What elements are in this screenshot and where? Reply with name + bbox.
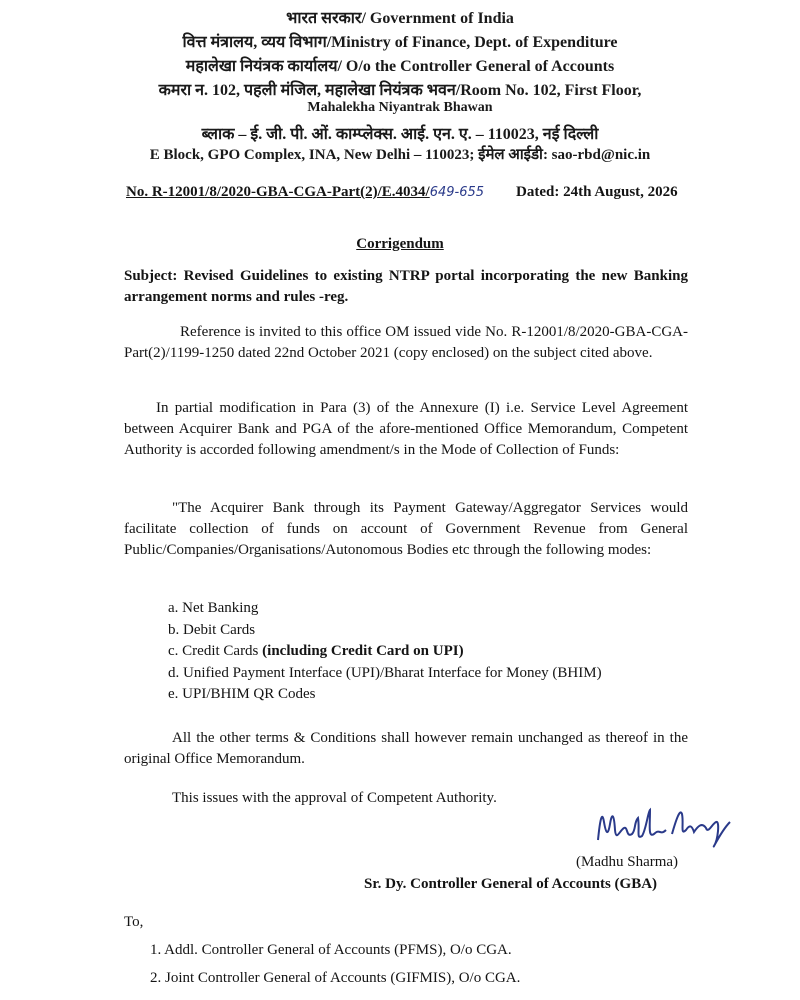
- list-item: b. Debit Cards: [168, 621, 256, 638]
- to-label: To,: [124, 914, 144, 930]
- reference-number: [126, 184, 484, 201]
- signature-image: [590, 800, 740, 856]
- paragraph-reference: Reference is invited to this office OM issued vide No. R-12001/8/2020-GBA-CGA-Part(2)/1199-1250 dated 22nd October 2021 (copy enclosed) on the subject cited above.: [124, 324, 688, 361]
- header-line-ministry: वित्त मंत्रालय, व्यय विभाग/Ministry of Finance, Dept. of Expenditure: [182, 34, 618, 51]
- list-item: 1. Addl. Controller General of Accounts (PFMS), O/o CGA.: [150, 942, 512, 958]
- paragraph-approval: This issues with the approval of Competent Authority.: [172, 790, 497, 806]
- handwritten-dispatch-number: 649-655: [429, 185, 485, 200]
- paragraph-terms: All the other terms & Conditions shall however remain unchanged as thereof in the original Office Memorandum.: [124, 730, 688, 767]
- document-heading: Corrigendum: [356, 236, 444, 252]
- paragraph-modification: In partial modification in Para (3) of the Annexure (I) i.e. Service Level Agreement between Acquirer Bank and PGA of the afore-mentioned Office Memorandum, Competent Authority is accorded following amendment/s in the Mode of Collection of Funds:: [124, 400, 688, 458]
- header-line-block-hindi: ब्लाक – ई. जी. पी. ओं. काम्प्लेक्स. आई. एन. ए. – 110023, नई दिल्ली: [201, 126, 599, 143]
- header-line-government: भारत सरकार/ Government of India: [286, 10, 514, 27]
- list-item: d. Unified Payment Interface (UPI)/Bharat Interface for Money (BHIM): [168, 664, 602, 681]
- list-item: c. Credit Cards (including Credit Card on UPI): [168, 643, 464, 659]
- header-line-room: कमरा न. 102, पहली मंजिल, महालेखा नियंत्रक भवन/Room No. 102, First Floor,: [158, 82, 642, 99]
- header-line-bhawan: Mahalekha Niyantrak Bhawan: [307, 100, 493, 115]
- list-item: e. UPI/BHIM QR Codes: [168, 686, 316, 702]
- collection-modes-list: [168, 598, 602, 706]
- list-item: 2. Joint Controller General of Accounts (GIFMIS), O/o CGA.: [150, 970, 521, 986]
- reference-number-text: No. R-12001/8/2020-GBA-CGA-Part(2)/E.4034/: [126, 184, 430, 200]
- date-line: Dated: 24th August, 2026: [516, 184, 678, 200]
- recipients-list: [150, 936, 520, 992]
- paragraph-quoted: "The Acquirer Bank through its Payment Gateway/Aggregator Services would facilitate collection of funds on account of Government Revenue from General Public/Companies/Organisations/Autonomous Bodies etc through the following modes:: [124, 500, 688, 558]
- header-line-office: महालेखा नियंत्रक कार्यालय/ O/o the Controller General of Accounts: [185, 58, 615, 75]
- signatory-designation: Sr. Dy. Controller General of Accounts (GBA): [364, 876, 658, 892]
- header-line-address-email: E Block, GPO Complex, INA, New Delhi – 110023; ईमेल आईडी: sao-rbd@nic.in: [149, 147, 651, 163]
- subject-line: Subject: Revised Guidelines to existing NTRP portal incorporating the new Banking arrangement norms and rules -reg.: [124, 268, 688, 305]
- list-item: a. Net Banking: [168, 600, 259, 616]
- signatory-name: (Madhu Sharma): [576, 854, 679, 870]
